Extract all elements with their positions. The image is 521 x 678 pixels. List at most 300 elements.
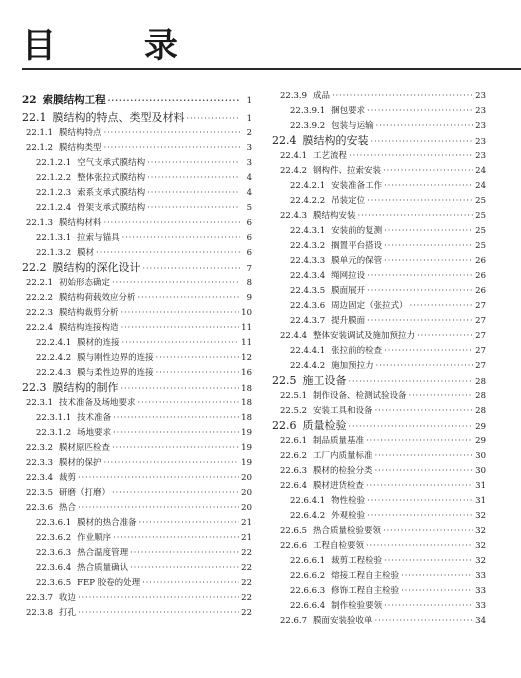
toc-entry-page: 27 <box>475 316 486 326</box>
toc-entry-title: 膜单元的保管 <box>331 256 383 266</box>
toc-entry-page: 32 <box>475 556 486 566</box>
toc-entry-number: 22.1.2.1 <box>36 158 72 168</box>
dot-leader <box>384 178 473 194</box>
toc-entry-number: 22.3.6.3 <box>36 548 72 558</box>
toc-entry[interactable] <box>272 298 486 313</box>
toc-entry-page: 34 <box>475 616 486 626</box>
toc-entry-number: 22.1.3.2 <box>36 248 72 258</box>
dot-leader <box>113 410 239 426</box>
toc-entry-number: 22.4.3.1 <box>290 226 326 236</box>
toc-entry[interactable] <box>22 380 252 395</box>
toc-entry-number: 22.6.6.1 <box>290 556 326 566</box>
toc-entry[interactable] <box>22 410 252 425</box>
toc-entry-title: 热合质量检验要领 <box>313 526 382 536</box>
toc-entry-number: 22.3.9.1 <box>290 106 326 116</box>
toc-right-column <box>272 88 486 628</box>
toc-entry[interactable] <box>272 268 486 283</box>
dot-leader <box>78 500 239 516</box>
toc-entry-number: 22.2.3 <box>26 308 54 318</box>
toc-entry-number: 22.1.2.2 <box>36 173 72 183</box>
dot-leader <box>376 358 474 374</box>
toc-entry-number: 22.2.4.1 <box>36 338 72 348</box>
dot-leader <box>366 538 473 554</box>
toc-entry-number: 22.6 <box>272 419 297 432</box>
toc-entry[interactable] <box>22 560 252 575</box>
dot-leader <box>349 418 474 434</box>
toc-entry-number: 22.6.7 <box>280 616 308 626</box>
toc-left-column <box>22 88 252 620</box>
toc-entry[interactable] <box>272 493 486 508</box>
toc-entry[interactable] <box>272 508 486 523</box>
toc-entry[interactable] <box>22 470 252 485</box>
toc-entry-number: 22.3.6.1 <box>36 518 72 528</box>
dot-leader <box>112 440 239 456</box>
toc-entry-title: 膜与刚性边界的连接 <box>77 353 154 363</box>
toc-entry-page: 4 <box>246 188 252 198</box>
toc-entry-title: 作业顺序 <box>77 533 112 543</box>
toc-entry[interactable] <box>272 118 486 133</box>
toc-entry-number: 22.3.2 <box>26 443 54 453</box>
toc-entry-page: 6 <box>246 248 252 258</box>
dot-leader <box>409 388 474 404</box>
dot-leader <box>147 155 240 171</box>
toc-entry[interactable] <box>272 388 486 403</box>
toc-entry[interactable] <box>272 553 486 568</box>
toc-entry-title: 场地要求 <box>77 428 112 438</box>
toc-entry-number: 22.4.3.3 <box>290 256 326 266</box>
toc-entry-number: 22.4.2 <box>280 166 308 176</box>
toc-entry-page: 20 <box>241 503 252 513</box>
toc-entry-page: 20 <box>241 473 252 483</box>
toc-entry[interactable] <box>272 373 486 388</box>
dot-leader <box>375 403 474 419</box>
toc-entry[interactable] <box>272 538 486 553</box>
toc-entry[interactable] <box>22 200 252 215</box>
toc-entry-title: 打孔 <box>59 608 77 618</box>
title-rule <box>22 68 521 70</box>
toc-entry-number: 22.1.2.4 <box>36 203 72 213</box>
toc-entry-title: 安装前的复测 <box>331 226 383 236</box>
toc-entry-title: 膜结构荷载效应分析 <box>59 293 136 303</box>
toc-entry-number: 22.3.9 <box>280 91 308 101</box>
dot-leader <box>401 568 473 584</box>
toc-entry[interactable] <box>22 575 252 590</box>
toc-entry[interactable] <box>22 605 252 620</box>
toc-entry-page: 1 <box>246 96 252 106</box>
toc-entry[interactable] <box>272 448 486 463</box>
toc-entry[interactable] <box>22 440 252 455</box>
toc-entry-number: 22.4.4.2 <box>290 361 326 371</box>
toc-entry-page: 31 <box>475 481 486 491</box>
toc-entry-number: 22.3.9.2 <box>290 121 326 131</box>
toc-entry[interactable] <box>22 90 252 110</box>
dot-leader <box>112 275 240 291</box>
dot-leader <box>375 448 474 464</box>
toc-entry-number: 22.2.2 <box>26 293 54 303</box>
toc-entry-title: 膜结构安装 <box>313 211 356 221</box>
toc-entry-number: 22.3.3 <box>26 458 54 468</box>
toc-entry-title: 膜材的连接 <box>77 338 120 348</box>
dot-leader <box>366 433 473 449</box>
toc-entry-page: 3 <box>246 158 252 168</box>
toc-entry[interactable] <box>22 395 252 410</box>
toc-entry-page: 2 <box>246 128 252 138</box>
toc-entry-title: 初始形态确定 <box>59 278 111 288</box>
toc-entry-number: 22.4.2.2 <box>290 196 326 206</box>
toc-entry-page: 24 <box>475 166 486 176</box>
toc-entry[interactable] <box>272 463 486 478</box>
toc-entry-page: 33 <box>475 586 486 596</box>
toc-entry-number: 22.2.4.3 <box>36 368 72 378</box>
toc-entry[interactable] <box>272 208 486 223</box>
toc-entry-number: 22.4.4 <box>280 331 308 341</box>
toc-entry[interactable] <box>272 163 486 178</box>
toc-entry-title: 搁置平台搭设 <box>331 241 383 251</box>
toc-entry-page: 32 <box>475 526 486 536</box>
toc-entry-title: 修饰工程自主检验 <box>331 586 400 596</box>
toc-entry-title: 热合温度管理 <box>77 548 129 558</box>
dot-leader <box>121 305 240 321</box>
toc-entry-title: 膜结构裁剪分析 <box>59 308 119 318</box>
dot-leader <box>147 200 240 216</box>
toc-entry-title: 裁剪 <box>59 473 77 483</box>
toc-entry-title: 膜结构特点 <box>59 128 102 138</box>
toc-entry-title: 骨架支承式膜结构 <box>77 203 146 213</box>
toc-entry-number: 22.4.3.4 <box>290 271 326 281</box>
toc-entry[interactable] <box>22 590 252 605</box>
toc-entry-number: 22.4.3.2 <box>290 241 326 251</box>
toc-entry-number: 22.4.2.1 <box>290 181 326 191</box>
toc-entry-number: 22.3.1 <box>26 398 54 408</box>
toc-entry[interactable] <box>272 88 486 103</box>
toc-entry[interactable] <box>272 403 486 418</box>
toc-entry[interactable] <box>22 245 252 260</box>
toc-entry[interactable] <box>272 148 486 163</box>
toc-entry-title: 膜材的保护 <box>59 458 102 468</box>
toc-entry[interactable] <box>22 110 252 125</box>
toc-entry-title: 整体张拉式膜结构 <box>77 173 146 183</box>
toc-entry-page: 32 <box>475 541 486 551</box>
toc-entry-number: 22.4.1 <box>280 151 308 161</box>
dot-leader <box>384 253 473 269</box>
dot-leader <box>349 148 473 164</box>
toc-entry-title: 施加预拉力 <box>331 361 374 371</box>
toc-entry[interactable] <box>22 305 252 320</box>
toc-entry-title: 膜结构材料 <box>59 218 102 228</box>
page-title: 目 录 <box>22 26 216 66</box>
toc-entry[interactable] <box>272 433 486 448</box>
toc-entry-page: 19 <box>241 443 252 453</box>
toc-entry[interactable] <box>22 350 252 365</box>
toc-entry[interactable] <box>22 125 252 140</box>
dot-leader <box>384 598 473 614</box>
toc-entry-page: 23 <box>475 106 486 116</box>
toc-entry-page: 33 <box>475 601 486 611</box>
toc-entry-number: 22.3 <box>22 381 47 394</box>
toc-entry-title: 索系支承式膜结构 <box>77 188 146 198</box>
toc-entry-title: 工艺流程 <box>313 151 348 161</box>
toc-entry-number: 22.3.1.2 <box>36 428 72 438</box>
toc-entry-number: 22.2.4.2 <box>36 353 72 363</box>
dot-leader <box>147 185 240 201</box>
dot-leader <box>367 493 473 509</box>
toc-entry[interactable] <box>22 425 252 440</box>
toc-entry-page: 12 <box>241 353 252 363</box>
toc-entry-page: 25 <box>475 226 486 236</box>
toc-entry-page: 23 <box>475 151 486 161</box>
toc-entry-number: 22.5.1 <box>280 391 308 401</box>
dot-leader <box>121 320 240 336</box>
toc-entry-page: 19 <box>241 428 252 438</box>
toc-entry-page: 6 <box>246 233 252 243</box>
toc-entry-title: 膜面展开 <box>331 286 366 296</box>
toc-entry-title: 膜材的热合准备 <box>77 518 137 528</box>
toc-entry[interactable] <box>22 260 252 275</box>
dot-leader <box>366 478 473 494</box>
toc-entry-number: 22.3.1.1 <box>36 413 72 423</box>
toc-entry-title: 成品 <box>313 91 331 101</box>
toc-entry-title: 空气支承式膜结构 <box>77 158 146 168</box>
dot-leader <box>138 290 240 306</box>
dot-leader <box>156 365 240 381</box>
toc-entry-number: 22.3.6.2 <box>36 533 72 543</box>
toc-entry-title: 捆包要求 <box>331 106 366 116</box>
toc-entry-page: 21 <box>241 533 252 543</box>
toc-entry-page: 20 <box>241 488 252 498</box>
toc-entry[interactable] <box>22 545 252 560</box>
dot-leader <box>112 485 239 501</box>
toc-entry-title: 质量检验 <box>302 419 347 432</box>
toc-entry-page: 25 <box>475 211 486 221</box>
toc-entry-title: 膜材原匹检查 <box>59 443 111 453</box>
dot-leader <box>104 125 240 141</box>
toc-entry-number: 22.6.6.3 <box>290 586 326 596</box>
toc-entry-number: 22.6.4.1 <box>290 496 326 506</box>
toc-entry-title: 膜结构类型 <box>59 143 102 153</box>
toc-entry[interactable] <box>272 418 486 433</box>
toc-entry-number: 22.1.2.3 <box>36 188 72 198</box>
toc-entry-page: 3 <box>246 143 252 153</box>
toc-entry[interactable] <box>272 193 486 208</box>
toc-entry-title: 物性检验 <box>331 496 366 506</box>
toc-entry-number: 22.3.8 <box>26 608 54 618</box>
toc-entry[interactable] <box>272 358 486 373</box>
toc-entry-page: 16 <box>241 368 252 378</box>
toc-entry-number: 22.6.6.4 <box>290 601 326 611</box>
toc-entry[interactable] <box>272 253 486 268</box>
toc-entry-title: 吊装定位 <box>331 196 366 206</box>
dot-leader <box>139 515 240 531</box>
dot-leader <box>375 463 474 479</box>
toc-entry-title: 提升膜面 <box>331 316 366 326</box>
dot-leader <box>147 170 240 186</box>
dot-leader <box>113 425 239 441</box>
toc-entry-title: 膜材进货检查 <box>313 481 365 491</box>
toc-entry-title: 张拉前的检查 <box>331 346 383 356</box>
toc-entry-page: 29 <box>475 422 486 432</box>
dot-leader <box>104 215 240 231</box>
toc-entry-title: 裁剪工程检验 <box>331 556 383 566</box>
dot-leader <box>121 380 240 396</box>
toc-entry[interactable] <box>272 583 486 598</box>
toc-entry-title: 膜材 <box>77 248 95 258</box>
toc-entry-title: 制作设备、检测试验设备 <box>313 391 407 401</box>
toc-entry-number: 22.6.1 <box>280 436 308 446</box>
toc-entry[interactable] <box>272 523 486 538</box>
toc-entry-title: 整体安装调试及施加预拉力 <box>313 331 416 341</box>
dot-leader <box>143 260 241 276</box>
toc-entry-title: 包装与运输 <box>331 121 374 131</box>
toc-entry-title: FEP 胶卷的处理 <box>77 578 141 588</box>
toc-entry-page: 23 <box>475 91 486 101</box>
toc-entry-title: 周边固定（张拉式） <box>331 301 408 311</box>
toc-entry[interactable] <box>22 500 252 515</box>
toc-entry-number: 22 <box>22 94 37 106</box>
toc-entry-title: 膜面安装验收单 <box>313 616 373 626</box>
toc-entry-number: 22.4.3 <box>280 211 308 221</box>
toc-entry-number: 22.4 <box>272 134 297 147</box>
toc-entry-page: 27 <box>475 346 486 356</box>
toc-entry[interactable] <box>22 515 252 530</box>
toc-entry[interactable] <box>272 478 486 493</box>
toc-entry-title: 安装工具和设备 <box>313 406 373 416</box>
dot-leader <box>417 328 473 344</box>
toc-entry-page: 5 <box>246 203 252 213</box>
toc-entry-number: 22.1.1 <box>26 128 54 138</box>
toc-entry[interactable] <box>272 313 486 328</box>
toc-entry-page: 25 <box>475 196 486 206</box>
toc-entry-number: 22.2.4 <box>26 323 54 333</box>
toc-entry-number: 22.6.2 <box>280 451 308 461</box>
toc-entry[interactable] <box>272 613 486 628</box>
toc-entry-title: 绳网拉设 <box>331 271 366 281</box>
dot-leader <box>349 373 474 389</box>
toc-entry[interactable] <box>272 223 486 238</box>
dot-leader <box>410 298 474 314</box>
toc-entry-number: 22.3.7 <box>26 593 54 603</box>
toc-entry[interactable] <box>272 328 486 343</box>
toc-entry-title: 技术准备 <box>77 413 112 423</box>
toc-entry-number: 22.5.2 <box>280 406 308 416</box>
toc-entry-page: 22 <box>241 563 252 573</box>
toc-entry[interactable] <box>22 320 252 335</box>
toc-entry-number: 22.4.3.5 <box>290 286 326 296</box>
toc-entry[interactable] <box>272 568 486 583</box>
toc-entry-page: 18 <box>241 384 252 394</box>
toc-entry-page: 27 <box>475 301 486 311</box>
dot-leader <box>156 350 240 366</box>
toc-entry-title: 制作检验要领 <box>331 601 383 611</box>
dot-leader <box>108 90 240 110</box>
toc-entry-page: 18 <box>241 413 252 423</box>
toc-entry[interactable] <box>272 598 486 613</box>
dot-leader <box>371 133 474 149</box>
toc-entry-page: 22 <box>241 548 252 558</box>
toc-entry-page: 30 <box>475 451 486 461</box>
toc-entry-page: 24 <box>475 181 486 191</box>
toc-entry-number: 22.6.4.2 <box>290 511 326 521</box>
toc-entry-title: 膜与柔性边界的连接 <box>77 368 154 378</box>
dot-leader <box>130 560 239 576</box>
dot-leader <box>358 208 474 224</box>
toc-entry[interactable] <box>22 290 252 305</box>
toc-entry[interactable] <box>272 103 486 118</box>
toc-entry[interactable] <box>22 155 252 170</box>
toc-entry[interactable] <box>22 275 252 290</box>
toc-entry[interactable] <box>22 530 252 545</box>
toc-entry-page: 27 <box>475 331 486 341</box>
toc-entry[interactable] <box>22 230 252 245</box>
toc-entry-number: 22.6.4 <box>280 481 308 491</box>
toc-entry-number: 22.4.4.1 <box>290 346 326 356</box>
dot-leader <box>367 103 473 119</box>
toc-entry-page: 23 <box>475 121 486 131</box>
toc-entry-number: 22.3.6 <box>26 503 54 513</box>
toc-entry[interactable] <box>22 365 252 380</box>
toc-entry[interactable] <box>272 343 486 358</box>
toc-entry-page: 33 <box>475 571 486 581</box>
toc-entry[interactable] <box>272 283 486 298</box>
toc-entry[interactable] <box>22 335 252 350</box>
toc-entry-page: 30 <box>475 466 486 476</box>
dot-leader <box>384 238 473 254</box>
toc-entry-title: 热合质量确认 <box>77 563 129 573</box>
toc-entry[interactable] <box>272 133 486 148</box>
toc-entry[interactable] <box>272 238 486 253</box>
toc-entry[interactable] <box>22 215 252 230</box>
toc-entry-title: 膜材的检验分类 <box>313 466 373 476</box>
dot-leader <box>104 455 240 471</box>
toc-entry-title: 研磨（打磨） <box>59 488 111 498</box>
toc-entry-number: 22.6.5 <box>280 526 308 536</box>
toc-entry[interactable] <box>22 170 252 185</box>
toc-entry-title: 技术准备及场地要求 <box>59 398 136 408</box>
toc-entry-page: 1 <box>246 114 252 124</box>
dot-leader <box>130 545 239 561</box>
toc-entry-page: 26 <box>475 286 486 296</box>
dot-leader <box>376 118 474 134</box>
toc-entry-page: 23 <box>475 137 486 147</box>
toc-entry-title: 膜结构的制作 <box>52 381 119 394</box>
dot-leader <box>401 583 473 599</box>
dot-leader <box>96 245 240 261</box>
toc-entry[interactable] <box>22 140 252 155</box>
toc-entry-number: 22.4.3.7 <box>290 316 326 326</box>
toc-entry-number: 22.1.3 <box>26 218 54 228</box>
toc-entry-title: 膜结构连接构造 <box>59 323 119 333</box>
toc-entry[interactable] <box>272 178 486 193</box>
toc-entry-page: 4 <box>246 173 252 183</box>
dot-leader <box>113 530 239 546</box>
toc-entry[interactable] <box>22 455 252 470</box>
toc-entry-number: 22.3.6.4 <box>36 563 72 573</box>
toc-entry-number: 22.6.3 <box>280 466 308 476</box>
toc-entry-title: 熔接工程自主检验 <box>331 571 400 581</box>
toc-entry-page: 27 <box>475 361 486 371</box>
dot-leader <box>375 613 474 629</box>
toc-entry[interactable] <box>22 485 252 500</box>
toc-entry-page: 32 <box>475 511 486 521</box>
toc-entry-page: 18 <box>241 398 252 408</box>
toc-entry-number: 22.2 <box>22 261 47 274</box>
dot-leader <box>367 508 473 524</box>
dot-leader <box>122 230 240 246</box>
toc-entry-page: 28 <box>475 377 486 387</box>
toc-entry[interactable] <box>22 185 252 200</box>
toc-entry-page: 25 <box>475 241 486 251</box>
toc-entry-number: 22.1 <box>22 111 47 124</box>
toc-entry-number: 22.4.3.6 <box>290 301 326 311</box>
